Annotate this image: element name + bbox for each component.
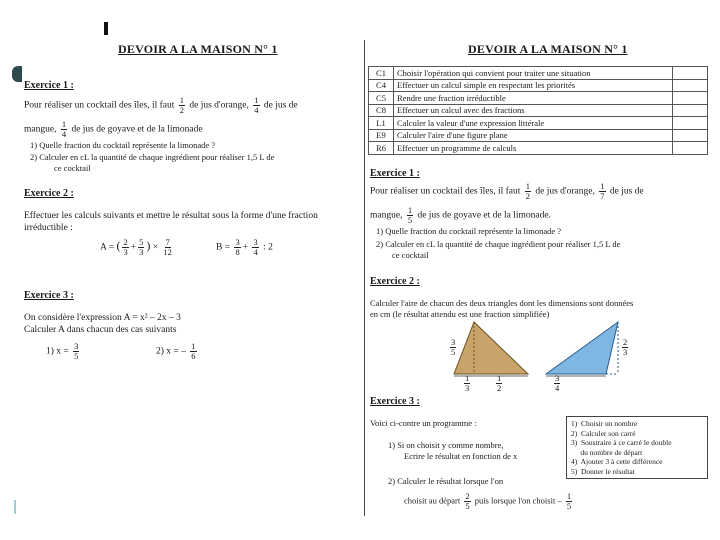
skill-code: C8 bbox=[369, 104, 394, 117]
program-step: 3) Soustraire à ce carré le double bbox=[571, 438, 672, 447]
left-ex3-case2: 2) x = – $\frac{1}{6}$ bbox=[156, 341, 196, 361]
right-ex3-q2: 2) Calculer le résultat lorsque l'on bbox=[388, 476, 504, 486]
program-step: du nombre de départ bbox=[571, 447, 643, 457]
left-ex1-q1: 1) Quelle fraction du cocktail représente la limonade ? bbox=[30, 140, 216, 150]
left-ex1-title: Exercice 1 : bbox=[24, 80, 74, 91]
skill-label: Calculer l'aire d'une figure plane bbox=[394, 129, 673, 142]
right-ex3-q1: 1) Si on choisit y comme nombre, bbox=[388, 440, 504, 450]
left-ex1-line1: Pour réaliser un cocktail des îles, il faut $\frac{1}{2}$ de jus d'orange, $\frac{1}{4}$ de jus de bbox=[24, 95, 298, 115]
left-ex1-q2b: ce cocktail bbox=[54, 163, 91, 173]
skill-code: L1 bbox=[369, 117, 394, 130]
skill-grade-cell bbox=[673, 79, 708, 92]
program-step: 2) Calculer son carré bbox=[571, 428, 636, 438]
skill-label: Effectuer un calcul avec des fractions bbox=[394, 104, 673, 117]
left-ex3-case1: 1) x = $\frac{3}{5}$ bbox=[46, 341, 79, 361]
left-ex2-line2: irréductible : bbox=[24, 223, 73, 233]
skill-label: Effectuer un programme de calculs bbox=[394, 142, 673, 155]
tri2-base-label: $\frac{3}{4}$ bbox=[555, 373, 560, 393]
fraction: $\frac{1}{4}$ bbox=[61, 119, 67, 139]
right-ex1-line2: mangue, $\frac{1}{5}$ de jus de goyave et de la limonade. bbox=[370, 205, 551, 225]
program-step: 1) Choisir un nombre bbox=[571, 419, 638, 428]
program-box bbox=[566, 416, 708, 479]
right-ex1-q1: 1) Quelle fraction du cocktail représente la limonade ? bbox=[376, 226, 562, 236]
right-ex3-q1b: Ecrire le résultat en fonction de x bbox=[404, 451, 518, 461]
program-step: 5) Donner le résultat bbox=[571, 466, 635, 476]
right-ex1-q2b: ce cocktail bbox=[392, 250, 429, 260]
right-ex2-line1: Calculer l'aire de chacun des deux triangles dont les dimensions sont données bbox=[370, 298, 634, 308]
calc-a: A = ( $\frac{2}{3}$ + $\frac{5}{3}$ ) × $\frac{7}{12}$ bbox=[100, 237, 172, 257]
skill-row bbox=[369, 67, 708, 80]
fraction: $\frac{1}{2}$ bbox=[179, 95, 184, 115]
triangle-1 bbox=[454, 322, 528, 374]
edge-mark bbox=[14, 500, 16, 514]
left-ex1-q2: 2) Calculer en cL la quantité de chaque ingrédient pour réaliser 1,5 L de bbox=[30, 152, 275, 162]
fraction: $\frac{3}{5}$ bbox=[74, 341, 79, 361]
right-ex3-line1: Voici ci-contre un programme : bbox=[370, 418, 477, 428]
right-ex1-title: Exercice 1 : bbox=[370, 168, 420, 179]
tri1-height-label: $\frac{3}{5}$ bbox=[451, 337, 456, 357]
program-step: 4) Ajouter 3 à cette différence bbox=[571, 457, 663, 466]
triangle-2 bbox=[546, 322, 618, 374]
skill-grade-cell bbox=[673, 92, 708, 105]
fraction: $\frac{1}{7}$ bbox=[600, 181, 605, 201]
fraction: $\frac{2}{3}$ bbox=[123, 237, 128, 257]
skill-code: E9 bbox=[369, 129, 394, 142]
skill-label: Choisir l'opération qui convient pour traiter une situation bbox=[394, 67, 673, 80]
fraction: $\frac{3}{8}$ bbox=[235, 237, 240, 257]
skill-row bbox=[369, 142, 708, 155]
skill-code: C1 bbox=[369, 67, 394, 80]
fraction: $\frac{5}{3}$ bbox=[139, 237, 144, 257]
skill-grade-cell bbox=[673, 104, 708, 117]
tri2-height-label: $\frac{2}{3}$ bbox=[623, 337, 628, 357]
right-ex2-line2: en cm (le résultat attendu est une fraction simplifiée) bbox=[370, 309, 550, 319]
fraction: $\frac{1}{6}$ bbox=[191, 341, 196, 361]
right-ex2-title: Exercice 2 : bbox=[370, 276, 420, 287]
skill-grade-cell bbox=[673, 142, 708, 155]
fraction: $\frac{2}{5}$ bbox=[465, 491, 470, 511]
left-ex2-line1: Effectuer les calculs suivants et mettre le résultat sous la forme d'une fraction bbox=[24, 211, 318, 221]
skill-row bbox=[369, 79, 708, 92]
skill-grade-cell bbox=[673, 117, 708, 130]
skill-row bbox=[369, 117, 708, 130]
page-marker bbox=[104, 22, 108, 35]
skill-code: C5 bbox=[369, 92, 394, 105]
left-ex1-line2: mangue, $\frac{1}{4}$ de jus de goyave et de la limonade bbox=[24, 119, 203, 139]
skill-row bbox=[369, 92, 708, 105]
skill-code: R6 bbox=[369, 142, 394, 155]
fraction: $\frac{3}{4}$ bbox=[253, 237, 258, 257]
left-ex2-title: Exercice 2 : bbox=[24, 188, 74, 199]
left-ex3-line1: On considère l'expression A = x² – 2x – 3 bbox=[24, 313, 181, 323]
skill-label: Calculer la valeur d'une expression littérale bbox=[394, 117, 673, 130]
left-ex3-title: Exercice 3 : bbox=[24, 290, 74, 301]
tri1-base2-label: $\frac{1}{2}$ bbox=[497, 373, 502, 393]
right-ex3-q2b: choisit au départ $\frac{2}{5}$ puis lorsque l'on choisit – $\frac{1}{5}$ bbox=[404, 491, 572, 511]
skill-code: C4 bbox=[369, 79, 394, 92]
skill-label: Rendre une fraction irréductible bbox=[394, 92, 673, 105]
right-ex3-title: Exercice 3 : bbox=[370, 396, 420, 407]
skills-table bbox=[368, 66, 708, 155]
fraction: $\frac{1}{5}$ bbox=[566, 491, 572, 511]
fraction: $\frac{1}{5}$ bbox=[407, 205, 413, 225]
fraction: $\frac{7}{12}$ bbox=[163, 237, 172, 257]
skill-label: Effectuer un calcul simple en respectant les priorités bbox=[394, 79, 673, 92]
skill-row bbox=[369, 129, 708, 142]
left-title: DEVOIR A LA MAISON N° 1 bbox=[118, 42, 278, 56]
fraction: $\frac{1}{2}$ bbox=[525, 181, 530, 201]
calc-b: B = $\frac{3}{8}$ + $\frac{3}{4}$ : 2 bbox=[216, 237, 273, 257]
right-title: DEVOIR A LA MAISON N° 1 bbox=[468, 42, 628, 56]
column-divider bbox=[364, 40, 365, 516]
right-ex1-q2: 2) Calculer en cL la quantité de chaque ingrédient pour réaliser 1,5 L de bbox=[376, 239, 621, 249]
left-ex3-line2: Calculer A dans chacun des cas suivants bbox=[24, 325, 177, 335]
skill-grade-cell bbox=[673, 129, 708, 142]
tri1-base1-label: $\frac{1}{3}$ bbox=[465, 373, 470, 393]
right-ex1-line1: Pour réaliser un cocktail des îles, il faut $\frac{1}{2}$ de jus d'orange, $\frac{1}{7}$ de jus de bbox=[370, 181, 644, 201]
skill-row bbox=[369, 104, 708, 117]
fraction: $\frac{1}{4}$ bbox=[254, 95, 259, 115]
skill-grade-cell bbox=[673, 67, 708, 80]
slide-bullet-tab bbox=[12, 66, 22, 82]
